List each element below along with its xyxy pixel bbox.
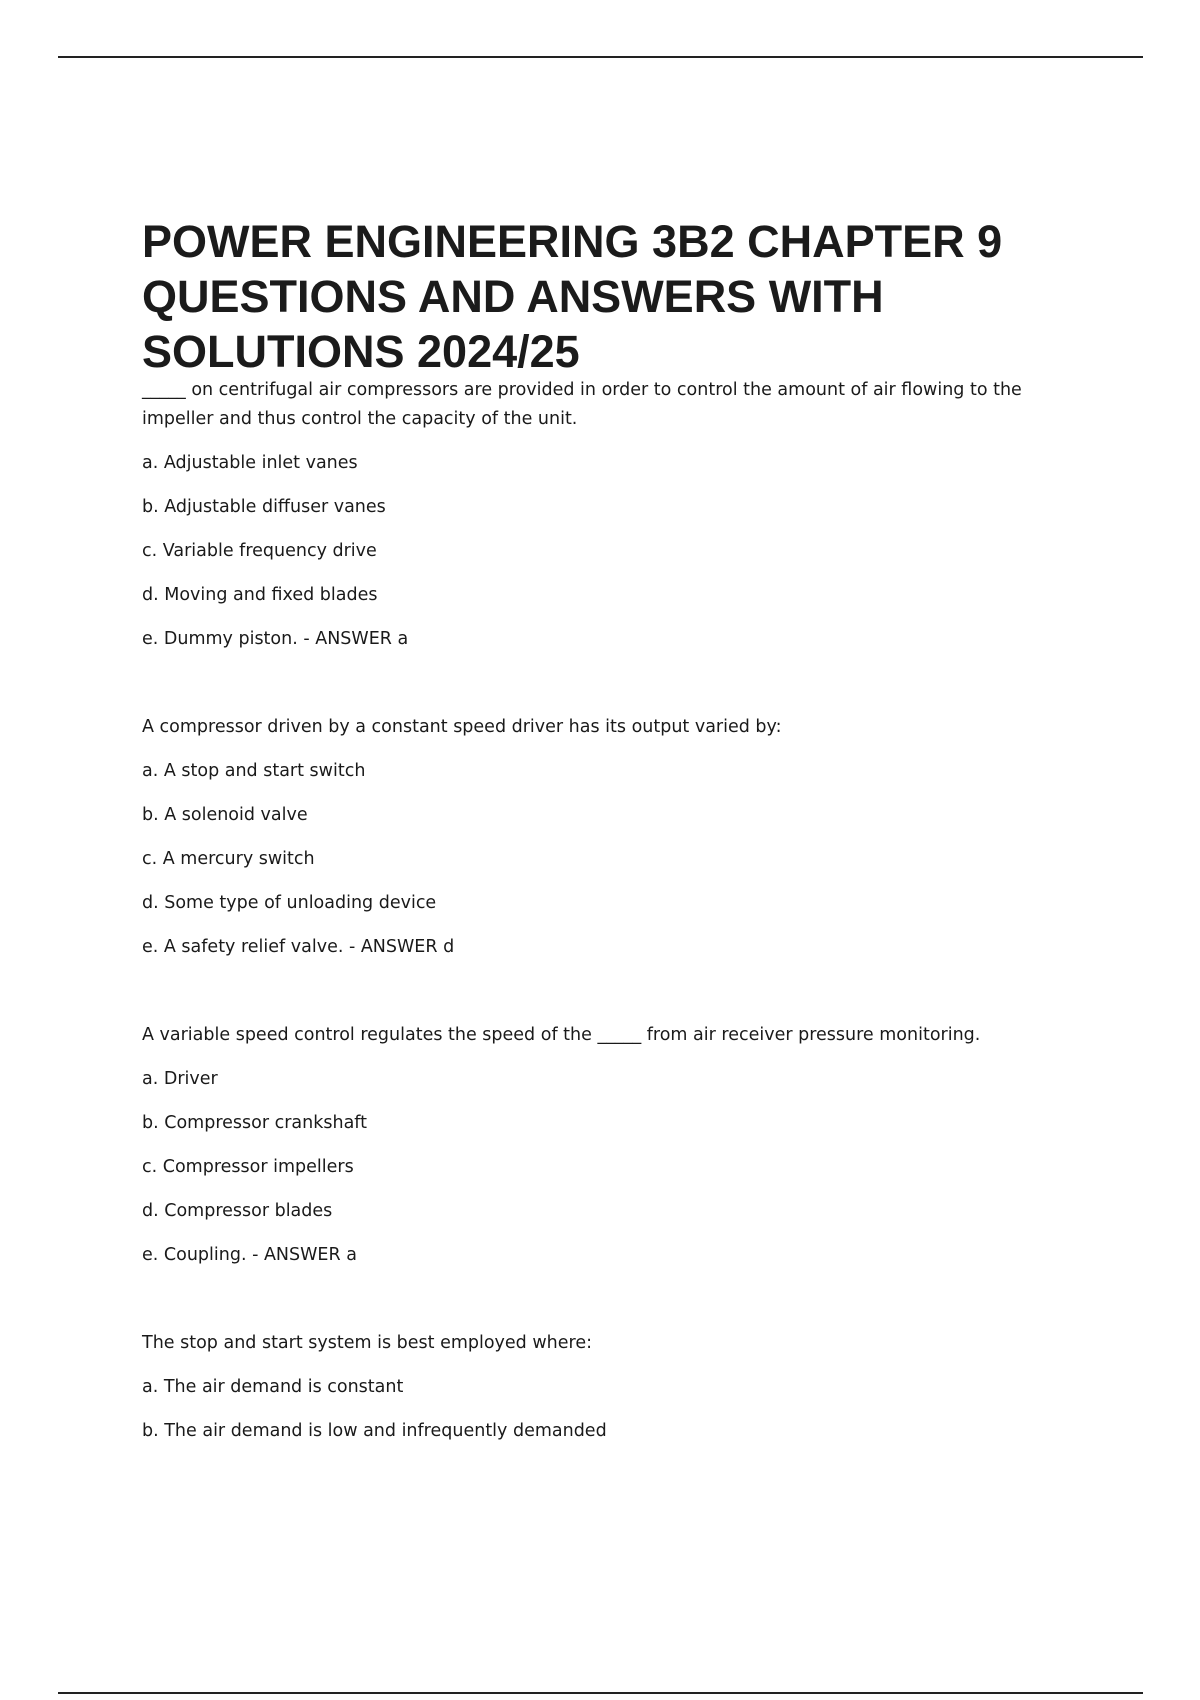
- answer-option: e. Dummy piston. - ANSWER a: [142, 629, 409, 649]
- answer-option: e. Coupling. - ANSWER a: [142, 1245, 357, 1265]
- answer-option: a. A stop and start switch: [142, 761, 366, 781]
- answer-option: b. Adjustable diffuser vanes: [142, 497, 386, 517]
- answer-option: d. Compressor blades: [142, 1201, 333, 1221]
- question-spacer: [142, 1285, 1042, 1329]
- answer-option: e. A safety relief valve. - ANSWER d: [142, 937, 455, 957]
- footer-rule: [58, 1692, 1143, 1694]
- answer-option: c. A mercury switch: [142, 849, 315, 869]
- answer-option: b. A solenoid valve: [142, 805, 308, 825]
- answer-option: a. Driver: [142, 1069, 218, 1089]
- question-3: [142, 1021, 1042, 1270]
- question-list: [142, 376, 1042, 1461]
- answer-option: a. The air demand is constant: [142, 1377, 404, 1397]
- answer-option: c. Compressor impellers: [142, 1157, 354, 1177]
- question-text: _____ on centrifugal air compressors are provided in order to control the amount of air flowing to the impeller and thus control the capacity of the unit.: [142, 380, 1022, 429]
- header-rule: [58, 56, 1143, 58]
- question-text: A variable speed control regulates the speed of the _____ from air receiver pressure monitoring.: [142, 1025, 981, 1045]
- answer-option: b. Compressor crankshaft: [142, 1113, 368, 1133]
- document-title: POWER ENGINEERING 3B2 CHAPTER 9 QUESTIONS AND ANSWERS WITH SOLUTIONS 2024/25: [142, 216, 1003, 377]
- question-spacer: [142, 977, 1042, 1021]
- question-1: [142, 376, 1042, 654]
- question-4: [142, 1329, 1042, 1446]
- answer-option: d. Moving and fixed blades: [142, 585, 378, 605]
- question-text: A compressor driven by a constant speed driver has its output varied by:: [142, 717, 782, 737]
- question-spacer: [142, 669, 1042, 713]
- question-2: [142, 713, 1042, 962]
- answer-option: d. Some type of unloading device: [142, 893, 437, 913]
- answer-option: a. Adjustable inlet vanes: [142, 453, 358, 473]
- question-text: The stop and start system is best employed where:: [142, 1333, 592, 1353]
- answer-option: b. The air demand is low and infrequently demanded: [142, 1421, 607, 1441]
- answer-option: c. Variable frequency drive: [142, 541, 377, 561]
